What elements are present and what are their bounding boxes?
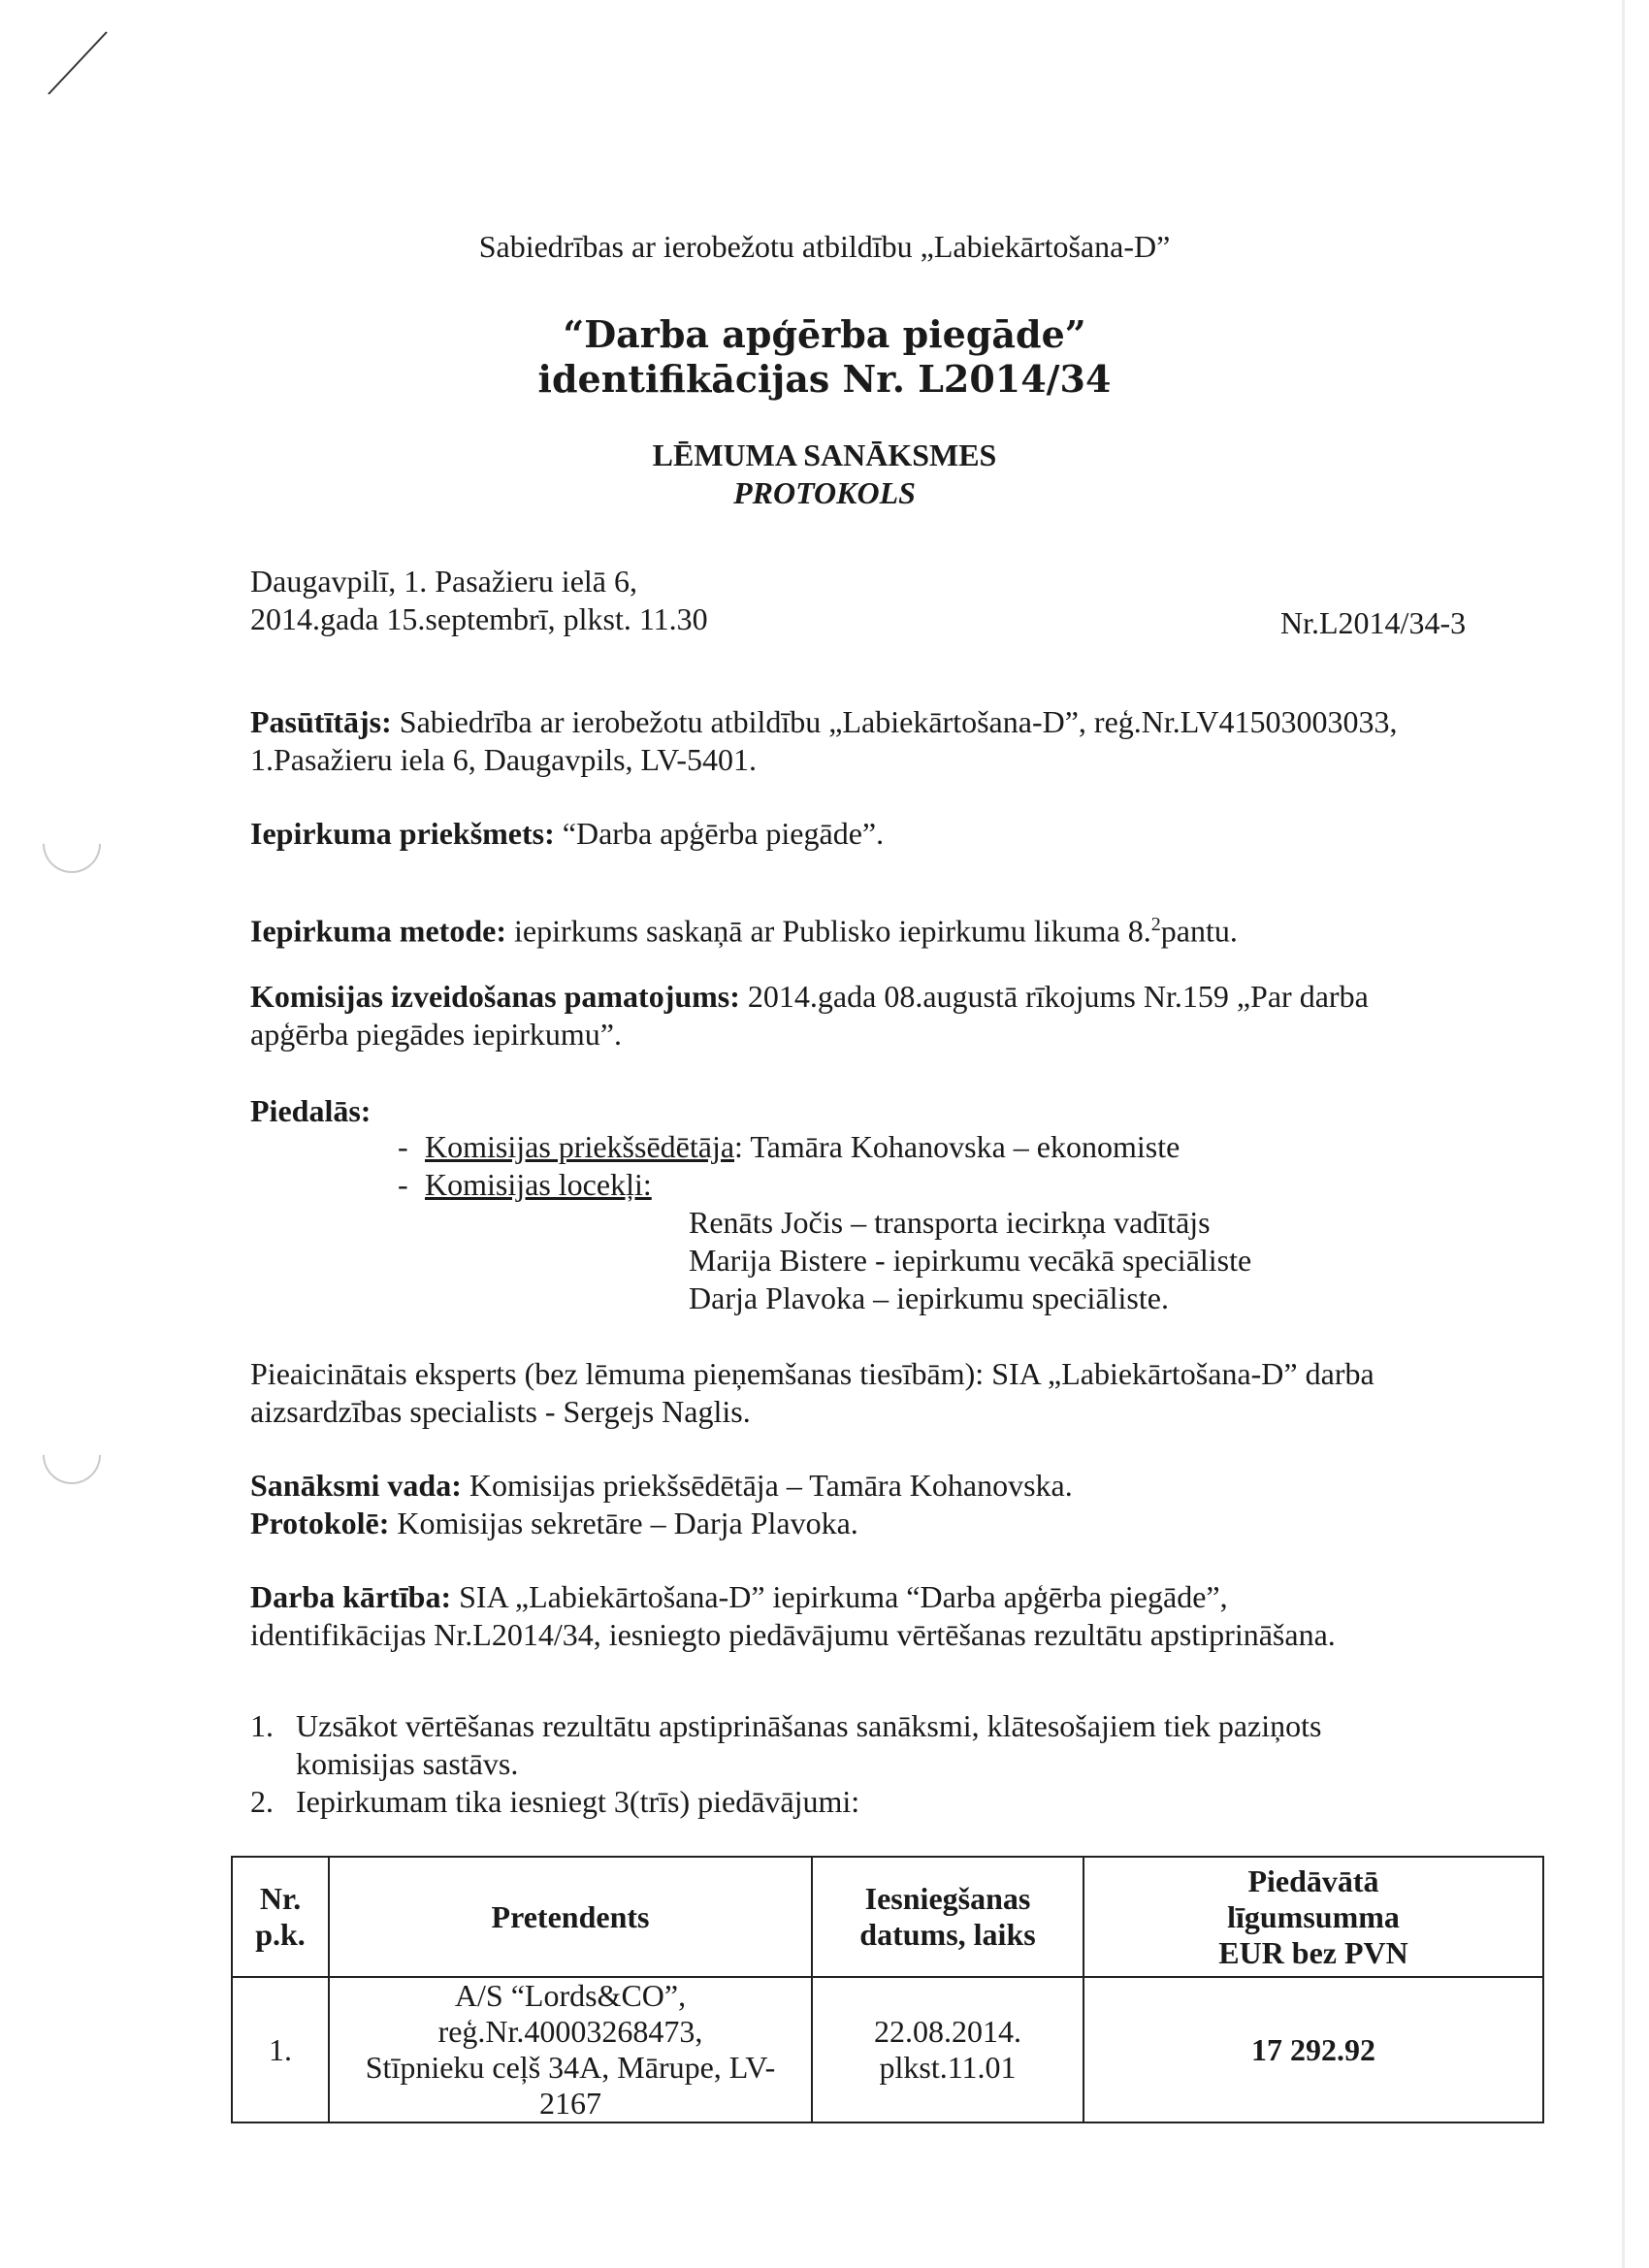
project-id: identifikācijas Nr. L2014/34 [537, 357, 1112, 401]
participant-members: - Komisijas locekļi: [398, 1167, 652, 1202]
cell-sum: 17 292.92 [1083, 1977, 1543, 2122]
basis-line-2: apģērba piegādes iepirkumu”. [250, 1017, 622, 1052]
participant-chair: - Komisijas priekšsēdētāja: Tamāra Kohanovska – ekonomiste [398, 1129, 1180, 1164]
header-pretendent: Pretendents [329, 1857, 812, 1977]
secretary-name: Komisijas sekretāre – Darja Plavoka. [389, 1506, 858, 1540]
header-nr: Nr. p.k. [232, 1857, 329, 1977]
basis-value: 2014.gada 08.augustā rīkojums Nr.159 „Par darba [739, 979, 1369, 1014]
agenda-line-1 [250, 1578, 1228, 1616]
punch-hole-bottom [31, 1414, 113, 1497]
member-item: Marija Bistere - iepirkumu vecākā speciāliste [689, 1243, 1252, 1278]
header-sum: Piedāvātā līgumsumma EUR bez PVN [1083, 1857, 1543, 1977]
pen-stroke-mark [39, 24, 116, 102]
method-value: iepirkums saskaņā ar Publisko iepirkumu likuma 8. [505, 913, 1151, 949]
cell-date: 22.08.2014. plkst.11.01 [812, 1977, 1083, 2122]
member-item: Darja Plavoka – iepirkumu speciāliste. [689, 1280, 1169, 1315]
subject-line [250, 815, 884, 853]
expert-line-1: Pieaicinātais eksperts (bez lēmuma pieņemšanas tiesībām): SIA „Labiekārtošana-D” darba [250, 1356, 1374, 1391]
cell-pretendent: A/S “Lords&CO”, reģ.Nr.40003268473, Stīpnieku ceļš 34A, Mārupe, LV-2167 [329, 1977, 812, 2122]
customer-line-1 [250, 703, 1397, 741]
participants-label: Piedalās: [250, 1093, 372, 1128]
item-number: 2. [250, 1784, 274, 1819]
item-text: Iepirkumam tika iesniegt 3(trīs) piedāvājumi: [296, 1784, 860, 1819]
table-header-row [232, 1857, 1543, 1977]
agenda-label: Darba kārtība: [250, 1579, 452, 1614]
customer-label: Pasūtītājs: [250, 704, 392, 739]
punch-hole-top [31, 803, 113, 886]
agenda-value: SIA „Labiekārtošana-D” iepirkuma “Darba apģērba piegāde”, [451, 1579, 1228, 1614]
chair-label: Sanāksmi vada: [250, 1468, 462, 1503]
meeting-datetime: 2014.gada 15.septembrī, plkst. 11.30 [250, 601, 708, 636]
method-label: Iepirkuma metode: [250, 913, 506, 949]
chair-name: Komisijas priekšsēdētāja – Tamāra Kohanovska. [461, 1468, 1073, 1503]
company-name: Sabiedrības ar ierobežotu atbildību „Labiekārtošana-D” [478, 229, 1171, 264]
chair-value: : Tamāra Kohanovska – ekonomiste [734, 1129, 1180, 1164]
document-number: Nr.L2014/34-3 [1280, 605, 1467, 640]
agenda-line-2: identifikācijas Nr.L2014/34, iesniegto piedāvājumu vērtēšanas rezultātu apstiprināšana. [250, 1617, 1336, 1652]
member-item: Renāts Jočis – transporta iecirkņa vadītājs [689, 1205, 1211, 1240]
members-role: Komisijas locekļi: [425, 1167, 652, 1202]
chair-line [250, 1467, 1073, 1505]
chair-role: Komisijas priekšsēdētāja [425, 1129, 735, 1164]
offers-table [231, 1856, 1544, 2123]
doc-title: LĒMUMA SANĀKSMES [652, 437, 997, 472]
method-superscript: 2 [1150, 914, 1161, 935]
item-text: Uzsākot vērtēšanas rezultātu apstiprināšanas sanāksmi, klātesošajiem tiek paziņots [296, 1708, 1322, 1743]
cell-nr: 1. [232, 1977, 329, 2122]
meeting-place: Daugavpilī, 1. Pasažieru ielā 6, [250, 564, 637, 599]
customer-value: Sabiedrība ar ierobežotu atbildību „Labiekārtošana-D”, reģ.Nr.LV41503003033, [391, 704, 1398, 739]
header-date: Iesniegšanas datums, laiks [812, 1857, 1083, 1977]
method-tail: pantu. [1160, 913, 1238, 949]
subject-value: “Darba apģērba piegāde”. [554, 816, 885, 851]
basis-line-1 [250, 978, 1369, 1016]
item-number: 1. [250, 1708, 274, 1743]
subject-label: Iepirkuma priekšmets: [250, 816, 555, 851]
project-title: “Darba apģērba piegāde” [563, 312, 1086, 356]
basis-label: Komisijas izveidošanas pamatojums: [250, 979, 740, 1014]
method-line [250, 906, 1238, 951]
secretary-label: Protokolē: [250, 1506, 390, 1540]
customer-address: 1.Pasažieru iela 6, Daugavpils, LV-5401. [250, 742, 757, 777]
doc-subtitle: PROTOKOLS [733, 475, 916, 510]
table-row [232, 1977, 1543, 2122]
secretary-line [250, 1505, 858, 1542]
item-text-cont: komisijas sastāvs. [296, 1746, 519, 1781]
expert-line-2: aizsardzības specialists - Sergejs Naglis. [250, 1394, 751, 1429]
